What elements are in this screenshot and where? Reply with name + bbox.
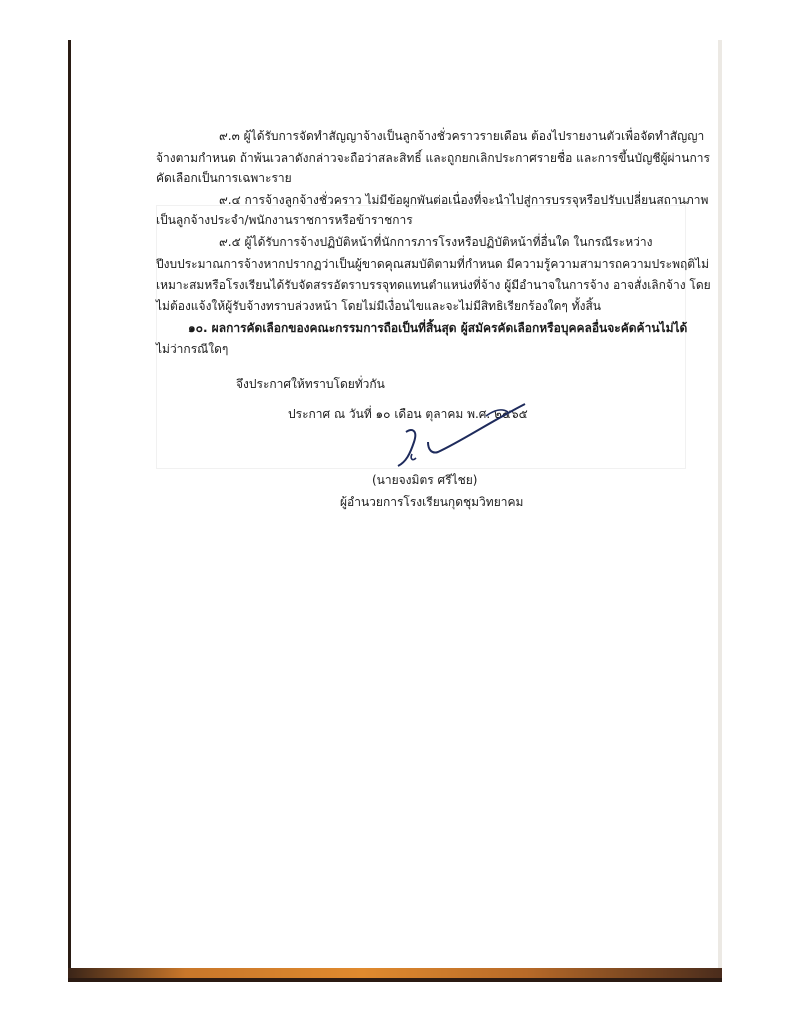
photo-background-right-edge xyxy=(718,40,722,982)
clause-9-5-line-2: ปีงบประมาณการจ้างหากปรากฏว่าเป็นผู้ขาดคุณสมบัติตามที่กำหนด มีความรู้ความสามารถความประพฤติไม่ xyxy=(156,257,709,271)
announcement-line: จึงประกาศให้ทราบโดยทั่วกัน xyxy=(236,377,385,391)
clause-9-3-line-1: ๙.๓ ผู้ได้รับการจัดทำสัญญาจ้างเป็นลูกจ้างชั่วคราวรายเดือน ต้องไปรายงานตัวเพื่อจัดทำสัญญา xyxy=(219,129,705,143)
clause-9-4-line-2: เป็นลูกจ้างประจำ/พนักงานราชการหรือข้าราชการ xyxy=(156,213,413,227)
clause-9-4-line-1: ๙.๔ การจ้างลูกจ้างชั่วคราว ไม่มีข้อผูกพันต่อเนื่องที่จะนำไปสู่การบรรจุหรือปรับเปลี่ยนสถานภาพ xyxy=(219,193,709,207)
announcement-date: ประกาศ ณ วันที่ ๑๐ เดือน ตุลาคม พ.ศ. ๒๕๖๕ xyxy=(288,407,528,421)
clause-9-3-line-2: จ้างตามกำหนด ถ้าพ้นเวลาดังกล่าวจะถือว่าสละสิทธิ์ และถูกยกเลิกประกาศรายชื่อ และการขึ้นบัญชีผู้ผ่านการ xyxy=(156,151,710,165)
clause-9-5-line-1: ๙.๕ ผู้ได้รับการจ้างปฏิบัติหน้าที่นักการภารโรงหรือปฏิบัติหน้าที่อื่นใด ในกรณีระหว่าง xyxy=(219,235,653,249)
signatory-title: ผู้อำนวยการโรงเรียนกุดชุมวิทยาคม xyxy=(340,495,524,509)
clause-10-line-1: ๑๐. ผลการคัดเลือกของคณะกรรมการถือเป็นที่สิ้นสุด ผู้สมัครคัดเลือกหรือบุคคลอื่นจะคัดค้านไม่ได้ xyxy=(188,321,688,335)
clause-9-5-line-3: เหมาะสมหรือโรงเรียนได้รับจัดสรรอัตราบรรจุทดแทนตำแหน่งที่จ้าง ผู้มีอำนาจในการจ้าง อาจสั่งเลิกจ้าง โดย xyxy=(156,278,711,292)
clause-10-line-2: ไม่ว่ากรณีใดๆ xyxy=(156,342,229,356)
clause-9-5-line-4: ไม่ต้องแจ้งให้ผู้รับจ้างทราบล่วงหน้า โดยไม่มีเงื่อนไขและจะไม่มีสิทธิเรียกร้องใดๆ ทั้งสิ้น xyxy=(156,299,601,313)
signature-mark xyxy=(390,402,540,472)
photo-background-bottom-shadow xyxy=(68,978,722,982)
signatory-name: (นายจงมิตร ศรีไชย) xyxy=(372,473,478,487)
clause-9-3-line-3: คัดเลือกเป็นการเฉพาะราย xyxy=(156,171,292,185)
